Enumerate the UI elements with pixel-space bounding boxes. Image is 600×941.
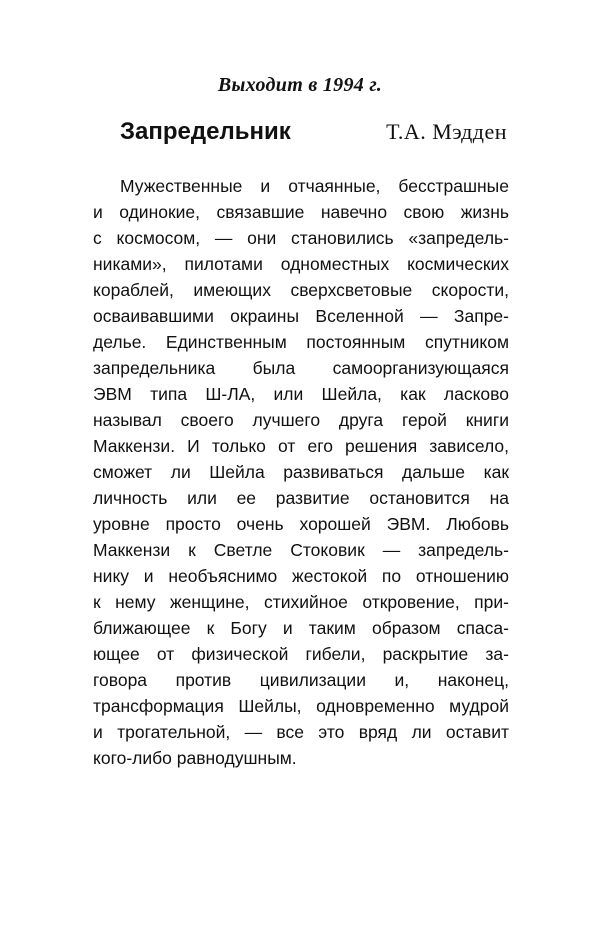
book-title: Запредельник	[120, 118, 291, 145]
blurb-line: и трогательной, — все это вряд ли оставит	[93, 722, 509, 742]
book-author: Т.А. Мэдден	[386, 119, 507, 144]
blurb-line: трансформация Шейлы, одновременно мудрой	[93, 696, 509, 716]
blurb-line: ЭВМ типа Ш-ЛА, или Шейла, как ласково	[93, 384, 509, 404]
blurb-line: и одинокие, связавшие навечно свою жизнь	[93, 202, 509, 222]
book-blurb	[93, 173, 509, 771]
blurb-line: называл своего лучшего друга герой книги	[93, 410, 509, 430]
blurb-line: Маккензи. И только от его решения зависело,	[93, 436, 509, 456]
blurb-line: Мужественные и отчаянные, бесстрашные	[120, 176, 509, 196]
blurb-line: сможет ли Шейла развиваться дальше как	[93, 462, 509, 482]
blurb-line: кого-либо равнодушным.	[93, 748, 297, 768]
blurb-line: к нему женщине, стихийное откровение, при-	[93, 592, 509, 612]
blurb-line: ближающее к Богу и таким образом спаса-	[93, 618, 509, 638]
blurb-line: нику и необъяснимо жестокой по отношению	[93, 566, 509, 586]
blurb-line: кораблей, имеющих сверхсветовые скорости,	[93, 280, 509, 300]
blurb-line: осваивавшими окраины Вселенной — Запре-	[93, 306, 509, 326]
blurb-line: Маккензи к Светле Стоковик — запредель-	[93, 540, 509, 560]
blurb-line: с космосом, — они становились «запредель-	[93, 228, 509, 248]
blurb-line: делье. Единственным постоянным спутником	[93, 332, 509, 352]
blurb-line: ющее от физической гибели, раскрытие за-	[93, 644, 509, 664]
release-notice: Выходит в 1994 г.	[217, 74, 383, 96]
blurb-line: запредельника была самоорганизующаяся	[93, 358, 509, 378]
blurb-line: личность или ее развитие остановится на	[93, 488, 509, 508]
blurb-line: уровне просто очень хорошей ЭВМ. Любовь	[93, 514, 509, 534]
blurb-line: никами», пилотами одноместных космических	[93, 254, 509, 274]
blurb-line: говора против цивилизации и, наконец,	[93, 670, 509, 690]
book-header	[120, 118, 507, 146]
